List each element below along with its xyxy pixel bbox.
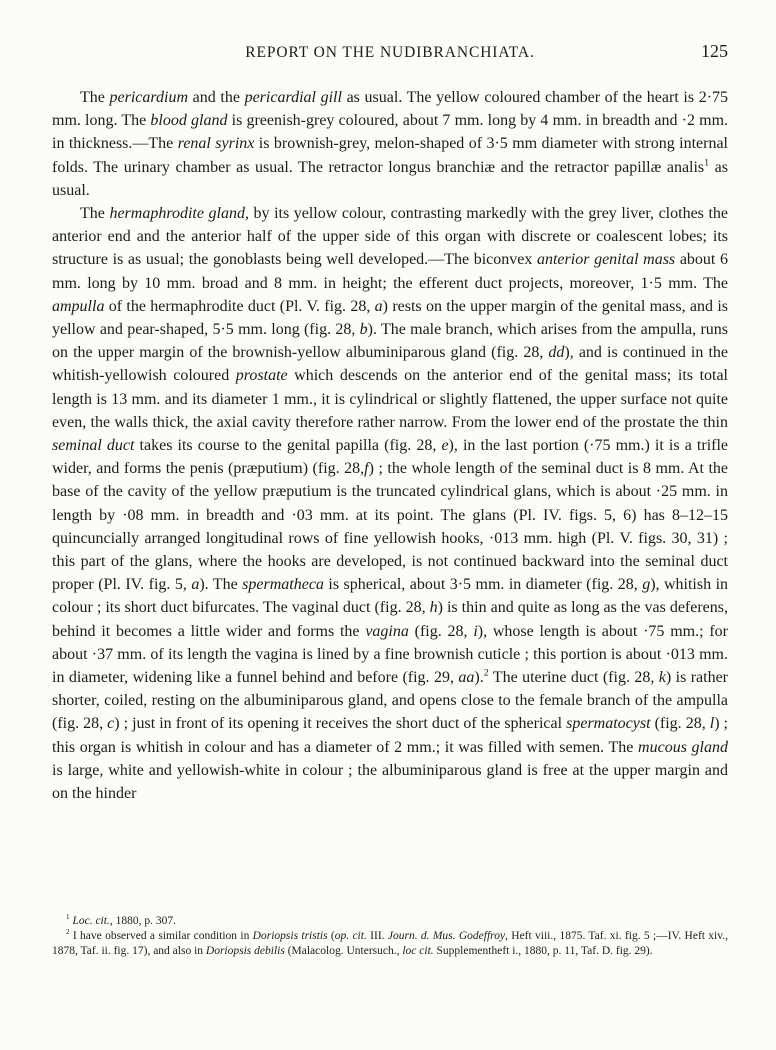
footnote-ref-2: 2: [483, 667, 489, 679]
page-number: 125: [701, 41, 728, 61]
footnote-2: $^2$ I have observed a similar condition in Doriopsis tristis (op. cit. III. Journ. d. Mus. Godeffroy, Heft viii., 1875. Taf. xi. fig. 5 ;—IV. Heft xiv., 1878, Taf. ii. fig. 17), and also in Doriopsis debilis (Malacolog. Untersuch., loc cit. Supplementheft i., 1880, p. 11, Taf. D. fig. 29).: [52, 928, 729, 957]
body-text: [52, 86, 728, 805]
page-header: [52, 36, 728, 64]
paragraph-hermaphrodite-gland: The hermaphrodite gland, by its yellow colour, contrasting markedly with the grey liver, clothes the anterior end and the anterior half of the upper side of this organ with discrete or coalescent lobes; its structure is as usual; the gonoblasts being well developed.—The biconvex anterior genital mass about 6 mm. long by 10 mm. broad and 8 mm. in height; the efferent duct projects, moreover, 1·5 mm. The ampulla of the hermaphrodite duct (Pl. V. fig. 28, a) rests on the upper margin of the genital mass, and is yellow and pear-shaped, 5·5 mm. long (fig. 28, b). The male branch, which arises from the ampulla, runs on the upper margin of the brownish-yellow albuminiparous gland (fig. 28, dd), and is continued in the whitish-yellowish coloured prostate which descends on the anterior end of the genital mass; its total length is 13 mm. and its diameter 1 mm., it is cylindrical or slightly flattened, the upper surface not quite even, the walls thick, the axial cavity therefore rather narrow. From the lower end of the prostate the thin seminal duct takes its course to the genital papilla (fig. 28, e), in the last portion (·75 mm.) it is a trifle wider, and forms the penis (præputium) (fig. 28,f) ; the whole length of the seminal duct is 8 mm. At the base of the cavity of the yellow præputium is the truncated cylindrical glans, which is about ·25 mm. in length by ·08 mm. in breadth and ·03 mm. at its point. The glans (Pl. IV. figs. 5, 6) has 8–12–15 quincuncially arranged longitudinal rows of fine yellowish hooks, ·013 mm. high (Pl. V. figs. 30, 31) ; this part of the glans, where the hooks are developed, is not continued backward into the seminal duct proper (Pl. IV. fig. 5, a). The spermatheca is spherical, about 3·5 mm. in diameter (fig. 28, g), whitish in colour ; its short duct bifurcates. The vaginal duct (fig. 28, h) is thin and quite as long as the vas deferens, behind it becomes a little wider and forms the vagina (fig. 28, i), whose length is about ·75 mm.; for about ·37 mm. of its length the vagina is lined by a fine brownish cuticle ; this portion is about ·013 mm. in diameter, widening like a funnel behind and before (fig. 29, aa).$^2$ The uterine duct (fig. 28, k) is rather shorter, coiled, resting on the albuminiparous gland, and opens close to the female branch of the ampulla (fig. 28, c) ; just in front of its opening it receives the short duct of the spherical spermatocyst (fig. 28, l) ; this organ is whitish in colour and has a diameter of 2 mm.; it was filled with semen. The mucous gland is large, white and yellowish-white in colour ; the albuminiparous gland is free at the upper margin and on the hinder: [52, 205, 729, 803]
footnotes: [52, 914, 728, 959]
footnote-ref-1: 1: [704, 157, 710, 169]
paragraph-pericardium: The pericardium and the pericardial gill as usual. The yellow coloured chamber of the heart is 2·75 mm. long. The blood gland is greenish-grey coloured, about 7 mm. long by 4 mm. in breadth and ·2 mm. in thickness.—The renal syrinx is brownish-grey, melon-shaped of 3·5 mm diameter with strong internal folds. The urinary chamber as usual. The retractor longus branchiæ and the retractor papillæ analis$^1$ as usual.: [52, 89, 729, 199]
running-title: REPORT ON THE NUDIBRANCHIATA.: [245, 44, 535, 61]
footnote-1: $^1$ Loc. cit., 1880, p. 307.: [66, 913, 176, 927]
